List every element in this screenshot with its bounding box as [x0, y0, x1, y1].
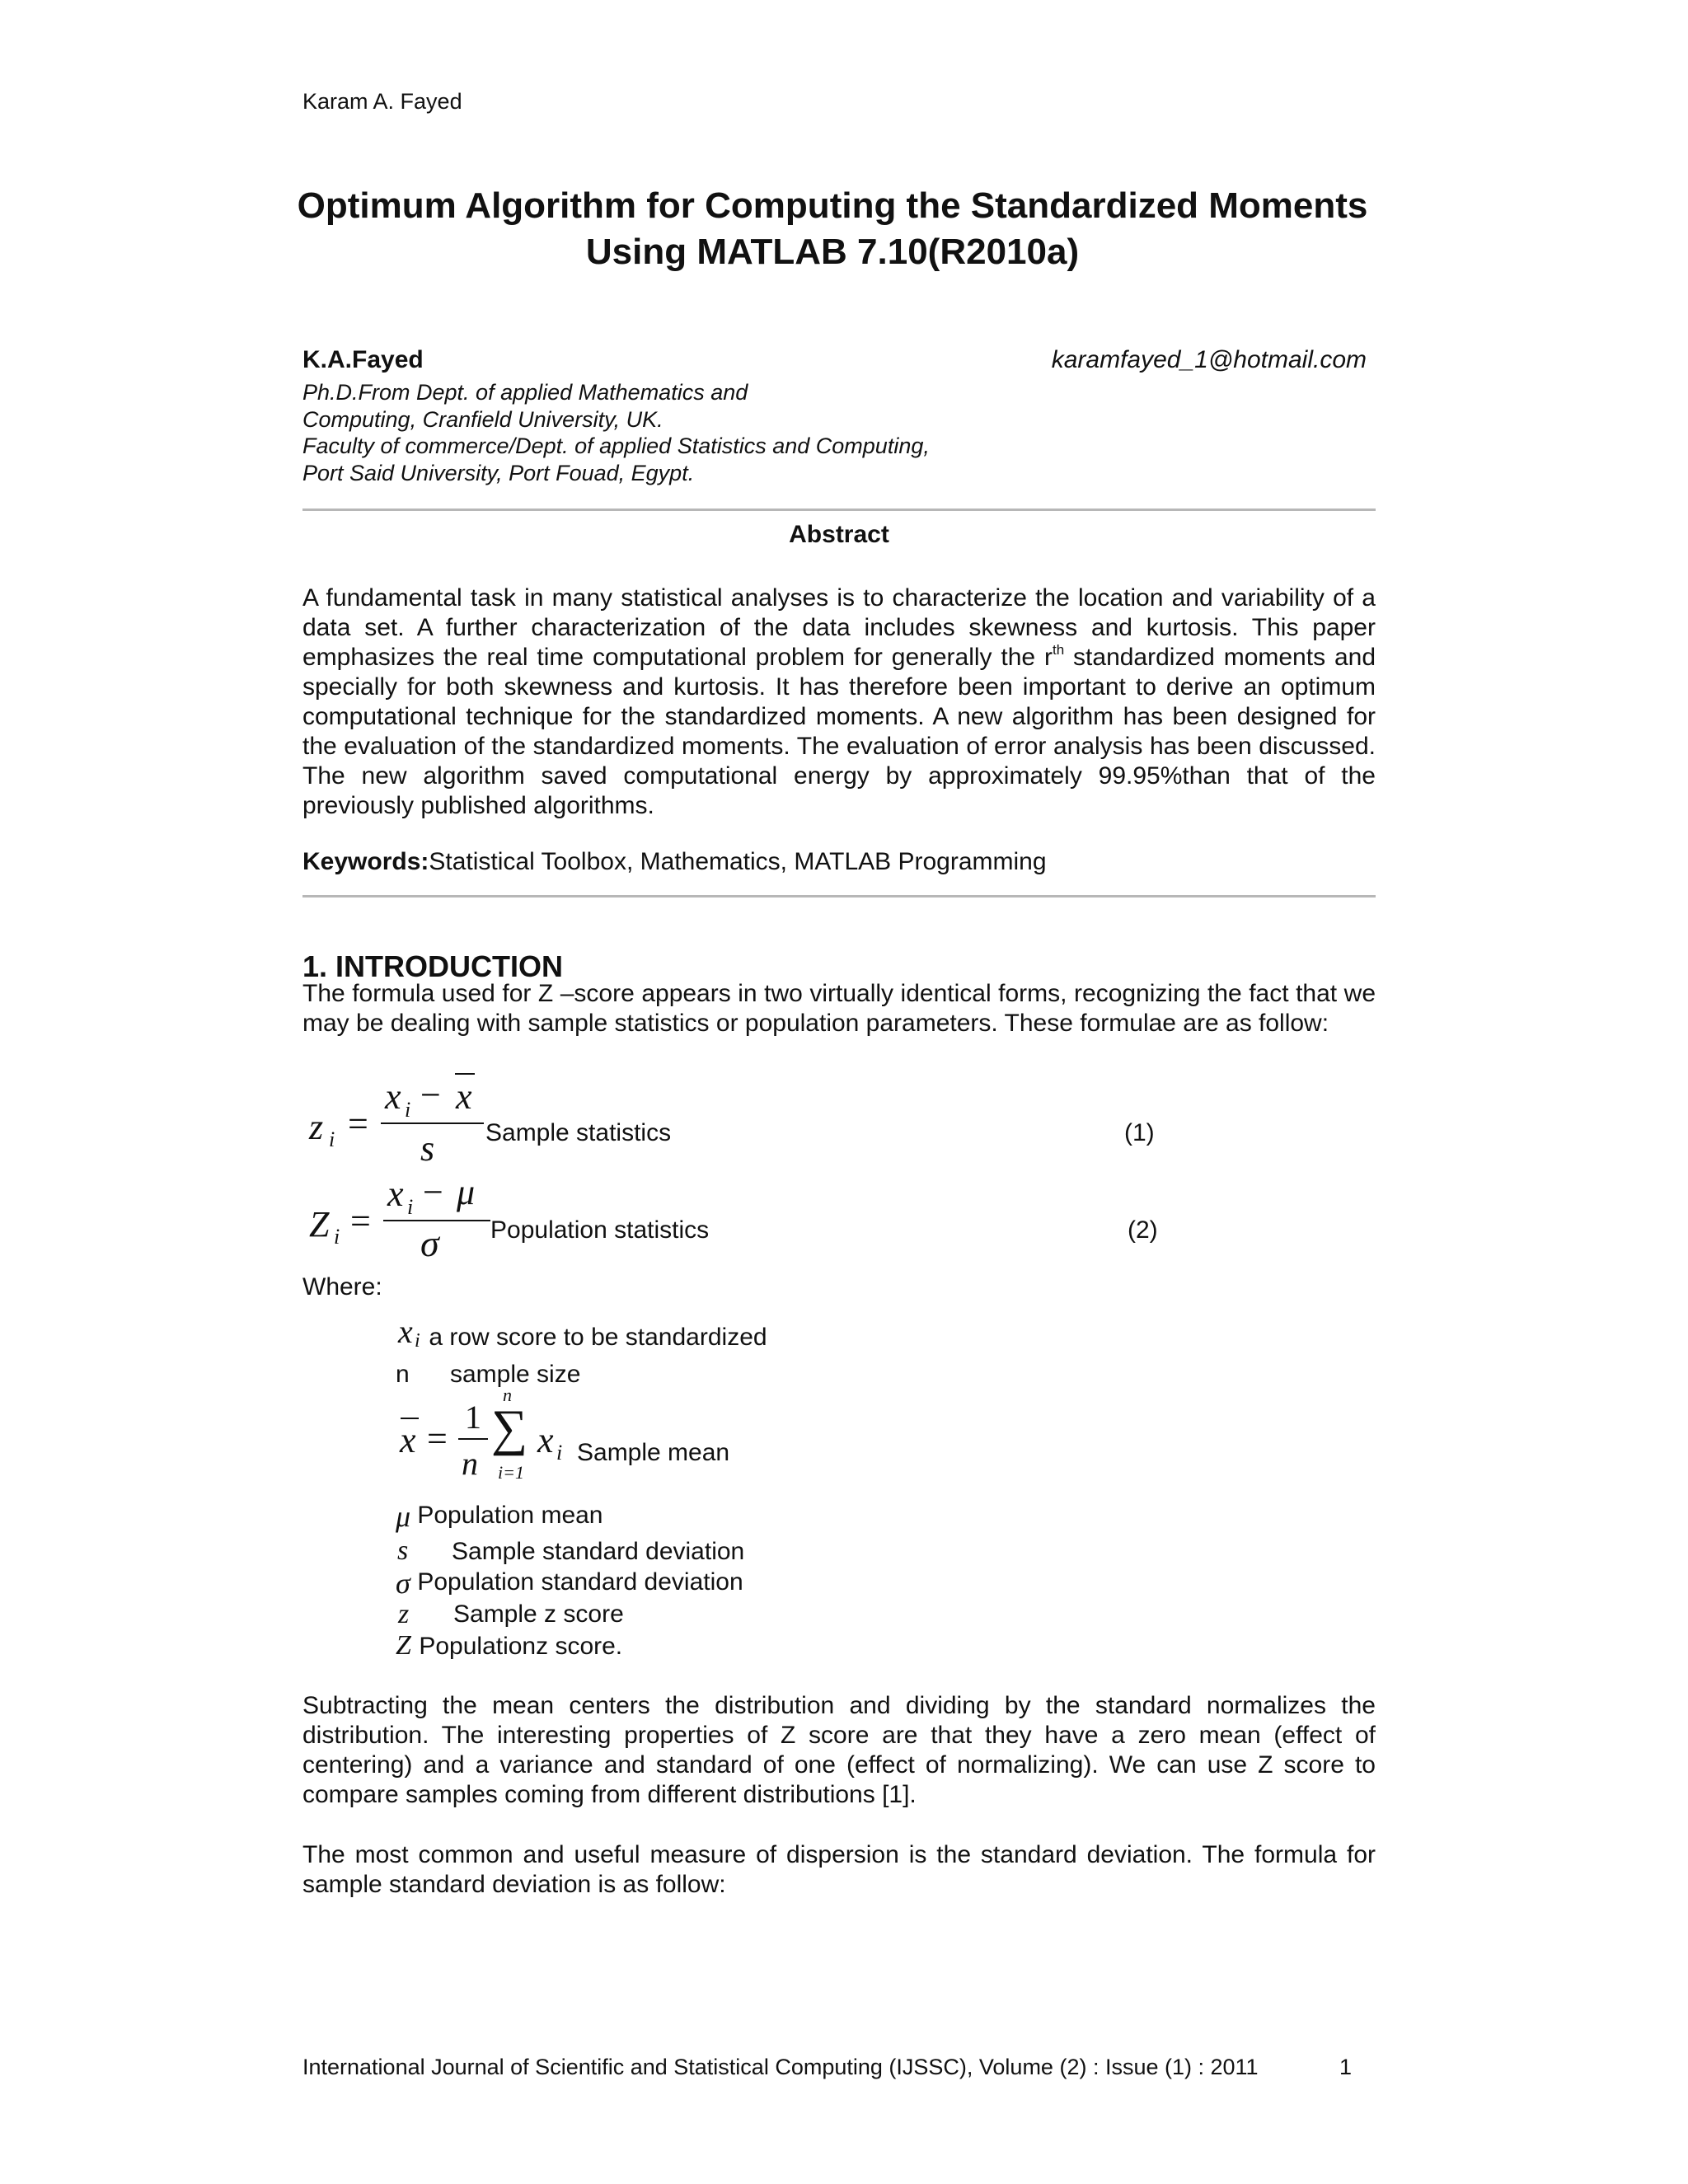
equation-2: [302, 1170, 1158, 1277]
def-mu-symbol: μ: [396, 1500, 411, 1533]
def-sum-symbol: ∑: [491, 1400, 528, 1456]
def-mean-one: 1: [465, 1399, 481, 1436]
eq2-number: (2): [1128, 1216, 1158, 1244]
def-mu-text: Population mean: [410, 1502, 603, 1529]
abstract-superscript: th: [1052, 642, 1065, 658]
eq1-minus: −: [420, 1075, 441, 1115]
def-z-symbol: z: [398, 1599, 410, 1629]
paragraph-standard-deviation: The most common and useful measure of dispersion is the standard deviation. The formula for sample standard deviation is as follow:: [302, 1841, 1376, 1898]
def-sigma-text: Population standard deviation: [410, 1568, 743, 1596]
eq1-lhs-sub: i: [329, 1127, 335, 1151]
def-s-text: Sample standard deviation: [452, 1538, 745, 1565]
keywords: [302, 847, 1376, 877]
def-sum-bottom: i=1: [498, 1462, 524, 1483]
eq2-lhs-sub: i: [334, 1225, 340, 1249]
keywords-value-2: , Mathematics, MATLAB Programming: [626, 848, 1047, 875]
eq1-num-sub: i: [405, 1098, 411, 1122]
paragraph-z-score-properties: Subtracting the mean centers the distribution and dividing by the standard normalizes the distribution. The interesting properties of Z score are that they have a zero mean (effect of centering) and a variance and standard of one (effect of normalizing). We can use Z score to compare samples coming from different distributions [1].: [302, 1692, 1376, 1808]
author-email: karamfayed_1@hotmail.com: [1051, 346, 1367, 373]
eq1-xbar: x: [456, 1076, 472, 1117]
def-Z-text: Populationz score.: [412, 1633, 623, 1660]
def-mean-lhs: x: [400, 1420, 416, 1460]
def-mean-fraction-bar: [458, 1438, 488, 1440]
title-line-2: Using MATLAB 7.10(R2010a): [585, 232, 1080, 272]
keywords-value-1: Statistical Toolbox: [429, 848, 626, 875]
eq2-equals: =: [350, 1201, 371, 1241]
abstract-part-1: A fundamental task in many statistical analyses is to characterize the location and variability of a data set. A further characterization of the data includes skewness and kurtosis. This paper emphasizes the real time computational problem for generally the r: [302, 584, 1376, 671]
abstract-heading: Abstract: [789, 521, 889, 548]
eq2-num-x: x: [387, 1174, 404, 1214]
eq1-equals: =: [348, 1104, 368, 1144]
eq1-den: s: [420, 1128, 435, 1169]
where-label: Where:: [302, 1273, 382, 1301]
intro-paragraph: The formula used for Z –score appears in two virtually identical forms, recognizing the fact that we may be dealing with sample statistics or population parameters. These formulae are as follow:: [302, 980, 1376, 1037]
def-mean-n: n: [462, 1445, 478, 1482]
page-number: 1: [1339, 2055, 1353, 2079]
eq2-num-sub: i: [407, 1195, 414, 1219]
top-divider: [302, 509, 1376, 511]
eq1-bar: [455, 1073, 475, 1075]
bottom-divider: [302, 895, 1376, 898]
affiliation-line: Port Said University, Port Fouad, Egypt.: [302, 460, 695, 485]
paper-title: [247, 183, 1418, 275]
section-heading: 1. INTRODUCTION: [302, 949, 564, 983]
def-z-text: Sample z score: [453, 1601, 624, 1628]
def-mean-equals: =: [427, 1418, 448, 1459]
definitions-list: [396, 1312, 1137, 1675]
eq1-num-x: x: [385, 1076, 401, 1117]
affiliation-line: Faculty of commerce/Dept. of applied Statistics and Computing,: [302, 434, 930, 458]
keywords-label: Keywords:: [302, 848, 429, 875]
eq2-mu: μ: [457, 1172, 476, 1212]
eq1-lhs: z: [309, 1107, 324, 1147]
eq2-den: σ: [420, 1222, 439, 1264]
def-n-symbol: n: [396, 1361, 410, 1388]
def-sigma-symbol: σ: [396, 1567, 410, 1600]
eq2-minus: −: [423, 1172, 443, 1212]
eq2-lhs: Z: [309, 1204, 330, 1244]
abstract-part-2: standardized moments and specially for both skewness and kurtosis. It has therefore been important to derive an optimum computational technique for the standardized moments. A new algorithm has been designed for the evaluation of the standardized moments. The evaluation of error analysis has been discussed. The new algorithm saved computational energy by approximately 99.95%than that of the previously published algorithms.: [302, 644, 1376, 819]
author-name: K.A.Fayed: [302, 346, 424, 373]
def-mean-x: x: [537, 1420, 554, 1460]
eq2-label: Population statistics: [490, 1216, 710, 1244]
def-Z-symbol: Z: [396, 1630, 411, 1661]
eq1-number: (1): [1124, 1119, 1155, 1146]
def-xi-sub: i: [415, 1330, 420, 1352]
abstract-text: [302, 583, 1376, 821]
running-head: Karam A. Fayed: [302, 89, 462, 114]
affiliation-line: Ph.D.From Dept. of applied Mathematics and: [302, 380, 748, 405]
def-mean-text: Sample mean: [577, 1439, 730, 1466]
eq1-fraction-bar: [381, 1122, 484, 1124]
def-s-symbol: s: [397, 1535, 409, 1566]
def-sum-top: n: [503, 1385, 512, 1405]
def-n-text: sample size: [450, 1361, 581, 1388]
journal-footer: International Journal of Scientific and Statistical Computing (IJSSC), Volume (2) : Issue (1) : 2011: [302, 2055, 1259, 2079]
affiliation-line: Computing, Cranfield University, UK.: [302, 406, 663, 432]
def-mean-sub: i: [556, 1441, 563, 1465]
equation-1: [302, 1071, 1155, 1179]
def-xi-symbol: x: [398, 1313, 413, 1350]
author-affiliation: [302, 379, 930, 486]
eq1-label: Sample statistics: [485, 1119, 672, 1146]
title-line-1: Optimum Algorithm for Computing the Standardized Moments: [297, 185, 1368, 226]
def-xi-text: a row score to be standardized: [422, 1324, 767, 1351]
